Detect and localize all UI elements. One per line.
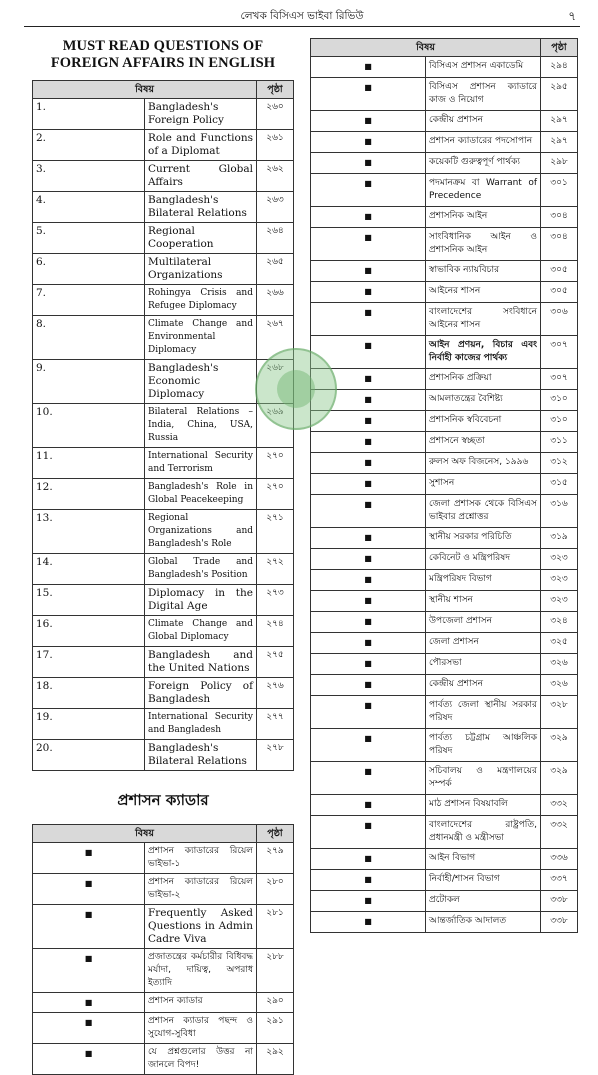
row-subject: Regional Organizations and Bangladesh's Role — [145, 510, 257, 554]
table-row — [311, 654, 578, 675]
foreign-affairs-title: MUST READ QUESTIONS OF FOREIGN AFFAIRS IN ENGLISH — [50, 38, 276, 71]
row-page: ৩১৫ — [541, 474, 578, 495]
table-row — [311, 474, 578, 495]
row-page: ৩২৫ — [541, 633, 578, 654]
table-row — [311, 78, 578, 111]
table-row — [311, 282, 578, 303]
right-column — [310, 38, 578, 933]
row-subject: কেবিনেট ও মন্ত্রিপরিষদ — [426, 549, 541, 570]
bullet-icon: ■ — [33, 993, 145, 1013]
row-subject: Global Trade and Bangladesh's Position — [145, 554, 257, 585]
row-number: 16. — [33, 616, 145, 647]
row-page: ২৭২ — [257, 554, 294, 585]
row-subject: বাংলাদেশের রাষ্ট্রপতি, প্রধানমন্ত্রী ও মন্ত্রীসভা — [426, 816, 541, 849]
row-number: 11. — [33, 448, 145, 479]
table-row — [33, 949, 294, 993]
row-page: ২৯১ — [257, 1013, 294, 1044]
row-subject: পার্বত্য জেলা স্থানীয় সরকার পরিষদ — [426, 696, 541, 729]
admin-topics-table — [310, 38, 578, 933]
row-subject: আন্তর্জাতিক আদালত — [426, 912, 541, 933]
row-subject: মাঠ প্রশাসন বিষয়াবলি — [426, 795, 541, 816]
row-number: 12. — [33, 479, 145, 510]
bullet-icon: ■ — [311, 474, 426, 495]
table-row — [33, 223, 294, 254]
row-page: ৩০৪ — [541, 228, 578, 261]
row-page: ৩১০ — [541, 411, 578, 432]
row-page: ২৬৫ — [257, 254, 294, 285]
bullet-icon: ■ — [33, 1044, 145, 1075]
table-row — [33, 479, 294, 510]
table-row — [33, 993, 294, 1013]
row-page: ৩২৯ — [541, 762, 578, 795]
bullet-icon: ■ — [311, 891, 426, 912]
row-subject: মন্ত্রিপরিষদ বিভাগ — [426, 570, 541, 591]
row-page: ২৭৬ — [257, 678, 294, 709]
table-row — [33, 254, 294, 285]
table-row — [311, 174, 578, 207]
row-subject: সচিবালয় ও মন্ত্রণালয়ের সম্পর্ক — [426, 762, 541, 795]
row-page: ২৬৬ — [257, 285, 294, 316]
row-page: ৩২৬ — [541, 675, 578, 696]
table-row — [311, 336, 578, 369]
table-row — [33, 161, 294, 192]
row-subject: নির্বাহী/শাসন বিভাগ — [426, 870, 541, 891]
row-page: ২৭০ — [257, 448, 294, 479]
bullet-icon: ■ — [311, 591, 426, 612]
row-number: 9. — [33, 360, 145, 404]
bullet-icon: ■ — [311, 453, 426, 474]
bullet-icon: ■ — [33, 949, 145, 993]
row-subject: রুলস অফ বিজনেস, ১৯৯৬ — [426, 453, 541, 474]
row-page: ২৬৮ — [257, 360, 294, 404]
table-row — [33, 316, 294, 360]
row-subject: প্রশাসন ক্যাডার পছন্দ ও সুযোগ-সুবিধা — [145, 1013, 257, 1044]
row-number: 19. — [33, 709, 145, 740]
row-page: ২৯৮ — [541, 153, 578, 174]
row-page: ৩১১ — [541, 432, 578, 453]
row-page: ২৭০ — [257, 479, 294, 510]
table-row — [311, 633, 578, 654]
table-row — [33, 616, 294, 647]
row-subject: প্রশাসনে স্বচ্ছতা — [426, 432, 541, 453]
page-header: পৃষ্ঠা — [257, 825, 294, 843]
row-subject: Bangladesh and the United Nations — [145, 647, 257, 678]
table-row — [311, 570, 578, 591]
row-page: ৩১০ — [541, 390, 578, 411]
row-subject: Diplomacy in the Digital Age — [145, 585, 257, 616]
row-subject: জেলা প্রশাসক থেকে বিসিএস ভাইবার প্রশ্নোত্তর — [426, 495, 541, 528]
table-row — [311, 207, 578, 228]
bullet-icon: ■ — [311, 207, 426, 228]
foreign-affairs-table — [32, 80, 294, 771]
page-header: পৃষ্ঠা — [257, 81, 294, 99]
row-subject: সাংবিধানিক আইন ও প্রশাসনিক আইন — [426, 228, 541, 261]
table-row — [33, 874, 294, 905]
table-row — [311, 891, 578, 912]
table-row — [33, 585, 294, 616]
row-subject: Bangladesh's Role in Global Peacekeeping — [145, 479, 257, 510]
subject-header: বিষয় — [33, 81, 257, 99]
table-row — [311, 57, 578, 78]
row-subject: International Security and Bangladesh — [145, 709, 257, 740]
table-row — [311, 795, 578, 816]
row-subject: পার্বত্য চট্টগ্রাম আঞ্চলিক পরিষদ — [426, 729, 541, 762]
row-subject: প্রশাসনিক আইন — [426, 207, 541, 228]
row-page: ৩২৩ — [541, 570, 578, 591]
bullet-icon: ■ — [311, 411, 426, 432]
table-row — [311, 696, 578, 729]
table-row — [33, 554, 294, 585]
table-row — [311, 111, 578, 132]
table-row — [311, 390, 578, 411]
row-page: ৩৩৭ — [541, 870, 578, 891]
row-page: ৩১৯ — [541, 528, 578, 549]
row-page: ৩২৪ — [541, 612, 578, 633]
row-number: 10. — [33, 404, 145, 448]
table-row — [33, 1013, 294, 1044]
row-page: ৩৩৮ — [541, 912, 578, 933]
row-page: ৩৩২ — [541, 816, 578, 849]
row-page: ২৬৪ — [257, 223, 294, 254]
row-number: 17. — [33, 647, 145, 678]
admin-cadre-title: প্রশাসন ক্যাডার — [117, 791, 209, 809]
row-page: ২৭৯ — [257, 843, 294, 874]
table-row — [33, 740, 294, 771]
bullet-icon: ■ — [311, 612, 426, 633]
bullet-icon: ■ — [311, 282, 426, 303]
row-subject: Bangladesh's Foreign Policy — [145, 99, 257, 130]
subject-header: বিষয় — [33, 825, 257, 843]
row-number: 15. — [33, 585, 145, 616]
row-subject: স্বাভাবিক ন্যায়বিচার — [426, 261, 541, 282]
bullet-icon: ■ — [311, 729, 426, 762]
row-number: 18. — [33, 678, 145, 709]
table-row — [311, 411, 578, 432]
subject-header: বিষয় — [311, 39, 541, 57]
row-page: ২৯৭ — [541, 132, 578, 153]
bullet-icon: ■ — [33, 874, 145, 905]
row-page: ৩২৯ — [541, 729, 578, 762]
left-column — [32, 38, 294, 1075]
row-number: 2. — [33, 130, 145, 161]
row-page: ২৯৫ — [541, 78, 578, 111]
row-subject: প্রশাসন ক্যাডারের পদসোপান — [426, 132, 541, 153]
bullet-icon: ■ — [311, 495, 426, 528]
row-subject: International Security and Terrorism — [145, 448, 257, 479]
row-subject: প্রশাসন ক্যাডারের রিয়েল ভাইভা-১ — [145, 843, 257, 874]
bullet-icon: ■ — [33, 843, 145, 874]
table-row — [33, 678, 294, 709]
row-page: ২৭৪ — [257, 616, 294, 647]
row-subject: প্রশাসন ক্যাডার — [145, 993, 257, 1013]
row-subject: প্রটোকল — [426, 891, 541, 912]
row-subject: আইন প্রণয়ন, বিচার এবং নির্বাহী কাজের পার্থক্য — [426, 336, 541, 369]
table-row — [311, 549, 578, 570]
row-page: ৩৩৬ — [541, 849, 578, 870]
bullet-icon: ■ — [311, 870, 426, 891]
table-row — [33, 1044, 294, 1075]
admin-topics-rows — [311, 57, 578, 933]
table-row — [311, 453, 578, 474]
row-subject: Bangladesh's Bilateral Relations — [145, 192, 257, 223]
row-number: 3. — [33, 161, 145, 192]
table-row — [311, 870, 578, 891]
table-header-row — [33, 81, 294, 99]
row-page: ২৬০ — [257, 99, 294, 130]
admin-cadre-table — [32, 824, 294, 1075]
row-subject: পদমানক্রম বা Warrant of Precedence — [426, 174, 541, 207]
row-subject: আইন বিভাগ — [426, 849, 541, 870]
bullet-icon: ■ — [311, 696, 426, 729]
row-page: ৩২৩ — [541, 591, 578, 612]
row-subject: বিসিএস প্রশাসন ক্যাডারে কাজ ও নিয়োগ — [426, 78, 541, 111]
row-number: 8. — [33, 316, 145, 360]
row-subject: Foreign Policy of Bangladesh — [145, 678, 257, 709]
bullet-icon: ■ — [311, 303, 426, 336]
table-row — [33, 905, 294, 949]
table-row — [311, 912, 578, 933]
row-page: ৩৩২ — [541, 795, 578, 816]
row-subject: Regional Cooperation — [145, 223, 257, 254]
row-number: 20. — [33, 740, 145, 771]
row-page: ২৭৭ — [257, 709, 294, 740]
bullet-icon: ■ — [311, 528, 426, 549]
row-subject: বাংলাদেশের সংবিধানে আইনের শাসন — [426, 303, 541, 336]
admin-cadre-rows — [33, 843, 294, 1075]
table-row — [33, 510, 294, 554]
row-subject: Climate Change and Environmental Diplomacy — [145, 316, 257, 360]
row-subject: Frequently Asked Questions in Admin Cadre Viva — [145, 905, 257, 949]
table-row — [311, 303, 578, 336]
row-subject: স্থানীয় শাসন — [426, 591, 541, 612]
row-subject: কেন্দ্রীয় প্রশাসন — [426, 111, 541, 132]
row-page: ২৬৯ — [257, 404, 294, 448]
row-number: 5. — [33, 223, 145, 254]
bullet-icon: ■ — [311, 795, 426, 816]
table-header-row — [311, 39, 578, 57]
row-page: ৩০৫ — [541, 261, 578, 282]
bullet-icon: ■ — [311, 369, 426, 390]
row-page: ৩০৬ — [541, 303, 578, 336]
row-subject: জেলা প্রশাসন — [426, 633, 541, 654]
row-page: ২৭১ — [257, 510, 294, 554]
bullet-icon: ■ — [311, 174, 426, 207]
row-subject: প্রশাসন ক্যাডারের রিয়েল ভাইভা-২ — [145, 874, 257, 905]
bullet-icon: ■ — [33, 1013, 145, 1044]
row-page: ২৮১ — [257, 905, 294, 949]
table-row — [311, 132, 578, 153]
row-page: ২৬২ — [257, 161, 294, 192]
row-subject: Rohingya Crisis and Refugee Diplomacy — [145, 285, 257, 316]
row-page: ২৮০ — [257, 874, 294, 905]
row-page: ৩৩৮ — [541, 891, 578, 912]
row-page: ৩০৫ — [541, 282, 578, 303]
row-page: ৩১৬ — [541, 495, 578, 528]
bullet-icon: ■ — [311, 153, 426, 174]
row-subject: আমলাতন্ত্রের বৈশিষ্ট্য — [426, 390, 541, 411]
bullet-icon: ■ — [33, 905, 145, 949]
table-row — [311, 675, 578, 696]
row-number: 6. — [33, 254, 145, 285]
row-subject: পৌরসভা — [426, 654, 541, 675]
row-page: ২৯২ — [257, 1044, 294, 1075]
bullet-icon: ■ — [311, 132, 426, 153]
row-subject: সুশাসন — [426, 474, 541, 495]
row-subject: আইনের শাসন — [426, 282, 541, 303]
row-page: ৩০৭ — [541, 369, 578, 390]
table-row — [33, 99, 294, 130]
foreign-affairs-rows — [33, 99, 294, 771]
row-subject: প্রজাতন্ত্রের কর্মচারীর বিধিবদ্ধ মর্যাদা, দায়িত্ব, অপরাধ ইত্যাদি — [145, 949, 257, 993]
table-row — [311, 495, 578, 528]
running-header — [24, 8, 580, 27]
row-subject: প্রশাসনিক প্রক্রিয়া — [426, 369, 541, 390]
page-number: ৭ — [568, 9, 576, 23]
table-row — [33, 647, 294, 678]
bullet-icon: ■ — [311, 762, 426, 795]
bullet-icon: ■ — [311, 570, 426, 591]
table-row — [33, 843, 294, 874]
page-header: পৃষ্ঠা — [541, 39, 578, 57]
table-row — [311, 369, 578, 390]
bullet-icon: ■ — [311, 849, 426, 870]
row-subject: Bilateral Relations – India, China, USA, Russia — [145, 404, 257, 448]
bullet-icon: ■ — [311, 549, 426, 570]
row-number: 14. — [33, 554, 145, 585]
row-subject: Bangladesh's Bilateral Relations — [145, 740, 257, 771]
row-page: ৩০১ — [541, 174, 578, 207]
row-page: ২৮৮ — [257, 949, 294, 993]
row-subject: কয়েকটি গুরুত্বপূর্ণ পার্থক্য — [426, 153, 541, 174]
row-page: ২৭৮ — [257, 740, 294, 771]
bullet-icon: ■ — [311, 111, 426, 132]
table-row — [33, 360, 294, 404]
row-subject: প্রশাসনিক স্ববিবেচনা — [426, 411, 541, 432]
table-row — [33, 130, 294, 161]
bullet-icon: ■ — [311, 912, 426, 933]
row-page: ২৯৭ — [541, 111, 578, 132]
bullet-icon: ■ — [311, 78, 426, 111]
row-subject: উপজেলা প্রশাসন — [426, 612, 541, 633]
bullet-icon: ■ — [311, 390, 426, 411]
row-number: 1. — [33, 99, 145, 130]
bullet-icon: ■ — [311, 228, 426, 261]
row-page: ২৯৪ — [541, 57, 578, 78]
table-row — [311, 612, 578, 633]
row-page: ৩০৭ — [541, 336, 578, 369]
table-row — [33, 285, 294, 316]
table-row — [311, 261, 578, 282]
row-page: ৩২৩ — [541, 549, 578, 570]
row-page: ৩২৬ — [541, 654, 578, 675]
row-page: ২৭৫ — [257, 647, 294, 678]
table-row — [311, 153, 578, 174]
row-page: ২৯০ — [257, 993, 294, 1013]
bullet-icon: ■ — [311, 654, 426, 675]
row-page: ২৬১ — [257, 130, 294, 161]
table-row — [311, 762, 578, 795]
table-row — [33, 404, 294, 448]
table-row — [311, 816, 578, 849]
bullet-icon: ■ — [311, 261, 426, 282]
row-subject: Climate Change and Global Diplomacy — [145, 616, 257, 647]
row-number: 7. — [33, 285, 145, 316]
table-row — [311, 591, 578, 612]
table-row — [311, 528, 578, 549]
row-page: ৩২৮ — [541, 696, 578, 729]
bullet-icon: ■ — [311, 633, 426, 654]
row-number: 13. — [33, 510, 145, 554]
watermark-seal-icon — [255, 348, 337, 430]
row-subject: বিসিএস প্রশাসন একাডেমি — [426, 57, 541, 78]
bullet-icon: ■ — [311, 432, 426, 453]
table-row — [311, 432, 578, 453]
table-row — [311, 228, 578, 261]
running-title: লেখক বিসিএস ভাইবা রিভিউ — [240, 10, 364, 22]
row-subject: কেন্দ্রীয় প্রশাসন — [426, 675, 541, 696]
row-subject: Role and Functions of a Diplomat — [145, 130, 257, 161]
row-number: 4. — [33, 192, 145, 223]
table-row — [311, 729, 578, 762]
row-subject: স্থানীয় সরকার পরিচিতি — [426, 528, 541, 549]
row-subject: যে প্রশ্নগুলোর উত্তর না জানলে বিপদ! — [145, 1044, 257, 1075]
bullet-icon: ■ — [311, 336, 426, 369]
row-page: ৩১২ — [541, 453, 578, 474]
row-page: ২৬৭ — [257, 316, 294, 360]
table-row — [311, 849, 578, 870]
table-row — [33, 709, 294, 740]
row-subject: Bangladesh's Economic Diplomacy — [145, 360, 257, 404]
row-subject: Multilateral Organizations — [145, 254, 257, 285]
row-page: ২৬৩ — [257, 192, 294, 223]
table-row — [33, 192, 294, 223]
table-row — [33, 448, 294, 479]
bullet-icon: ■ — [311, 816, 426, 849]
row-page: ৩০৪ — [541, 207, 578, 228]
table-header-row — [33, 825, 294, 843]
row-subject: Current Global Affairs — [145, 161, 257, 192]
bullet-icon: ■ — [311, 57, 426, 78]
bullet-icon: ■ — [311, 675, 426, 696]
row-page: ২৭৩ — [257, 585, 294, 616]
